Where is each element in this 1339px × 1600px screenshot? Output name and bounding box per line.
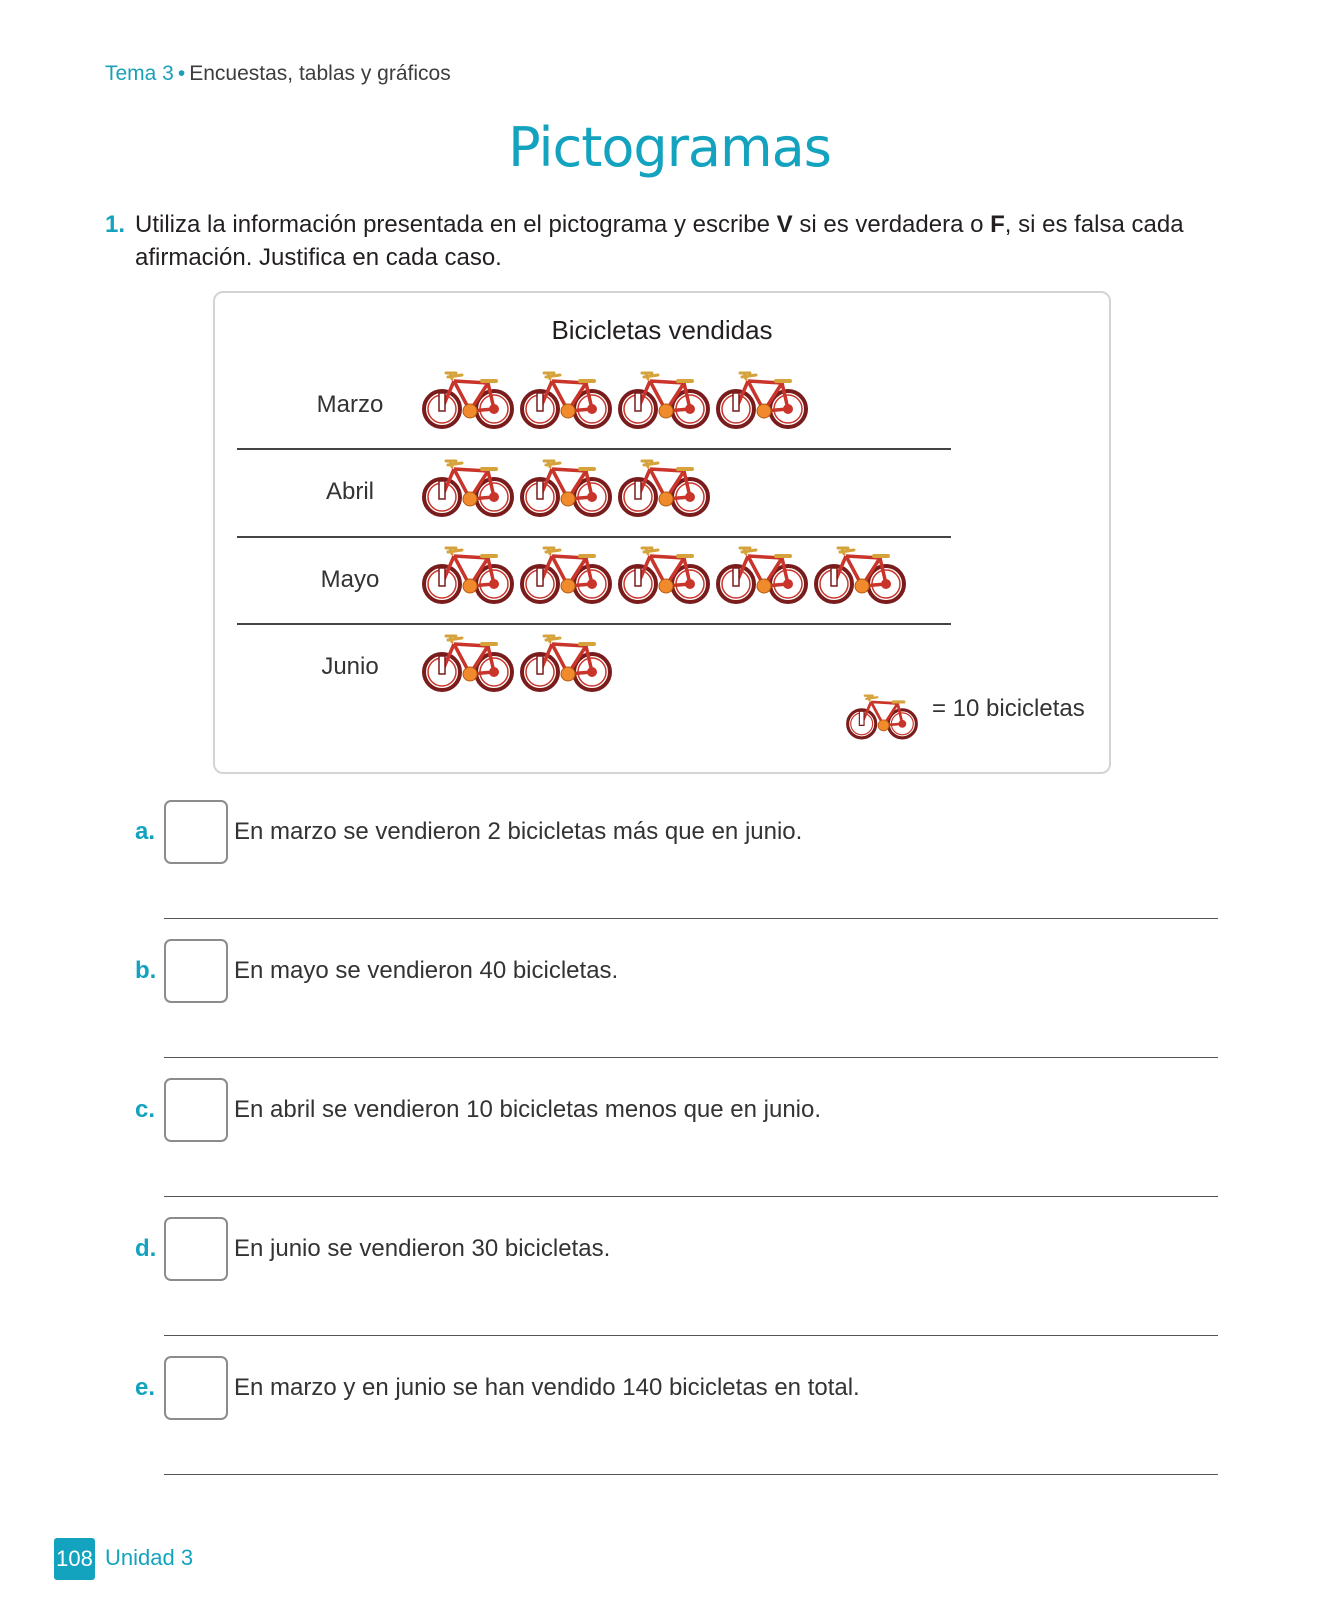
- question-letter-b: b.: [135, 957, 157, 984]
- row-divider: [237, 448, 951, 450]
- category-label-junio: Junio: [321, 653, 379, 680]
- legend-text: = 10 bicicletas: [932, 695, 1085, 722]
- section-label: Encuestas, tablas y gráficos: [189, 62, 451, 85]
- justify-line-a[interactable]: [164, 918, 1218, 919]
- question-text-e: En marzo y en junio se han vendido 140 bicicletas en total.: [234, 1374, 860, 1401]
- page-title: Pictogramas: [508, 116, 831, 179]
- question-text-d: En junio se vendieron 30 bicicletas.: [234, 1235, 611, 1262]
- bicycle-icon-marzo-3: [618, 367, 710, 431]
- bicycle-icon-junio-1: [422, 630, 514, 694]
- header-breadcrumb: [105, 62, 451, 86]
- row-divider: [237, 623, 951, 625]
- bicycle-icon-marzo-1: [422, 367, 514, 431]
- instruction: [105, 208, 1225, 274]
- breadcrumb-separator: •: [177, 62, 186, 85]
- bicycle-icon-mayo-3: [618, 542, 710, 606]
- question-letter-c: c.: [135, 1096, 156, 1123]
- question-letter-a: a.: [135, 818, 156, 845]
- true-letter: V: [776, 211, 793, 238]
- instruction-number: 1.: [105, 211, 126, 238]
- instruction-text: [135, 208, 1225, 274]
- bicycle-icon-abril-3: [618, 455, 710, 519]
- bicycle-icon-marzo-2: [520, 367, 612, 431]
- row-divider: [237, 536, 951, 538]
- question-text-c: En abril se vendieron 10 bicicletas menos que en junio.: [234, 1096, 822, 1123]
- question-letter-e: e.: [135, 1374, 156, 1401]
- bicycle-icon-abril-2: [520, 455, 612, 519]
- legend-bicycle-icon: [846, 691, 918, 741]
- question-text-a: En marzo se vendieron 2 bicicletas más que en junio.: [234, 818, 803, 845]
- false-letter: F: [990, 211, 1005, 238]
- category-label-mayo: Mayo: [320, 566, 380, 593]
- bicycle-icon-marzo-4: [716, 367, 808, 431]
- answer-box-e[interactable]: [164, 1356, 228, 1420]
- instruction-text-part2: si es verdadera o: [792, 211, 991, 238]
- category-label-abril: Abril: [325, 478, 374, 505]
- instruction-text-part3: , si es falsa cada afirmación. Justifica en cada caso.: [135, 211, 1184, 271]
- bicycle-icon-mayo-1: [422, 542, 514, 606]
- answer-box-b[interactable]: [164, 939, 228, 1003]
- chart-title: Bicicletas vendidas: [551, 315, 773, 345]
- unit-label: Unidad 3: [105, 1545, 194, 1570]
- bicycle-icon-mayo-5: [814, 542, 906, 606]
- page-number: 108: [54, 1538, 95, 1580]
- pictogram-chart: [213, 291, 1111, 774]
- question-text-b: En mayo se vendieron 40 bicicletas.: [234, 957, 619, 984]
- bicycle-icon-junio-2: [520, 630, 612, 694]
- category-label-marzo: Marzo: [316, 391, 384, 418]
- bicycle-icon-mayo-4: [716, 542, 808, 606]
- instruction-text-part1: Utiliza la información presentada en el pictograma y escribe: [135, 211, 777, 238]
- justify-line-c[interactable]: [164, 1196, 1218, 1197]
- answer-box-a[interactable]: [164, 800, 228, 864]
- topic-label: Tema 3: [105, 62, 174, 85]
- justify-line-e[interactable]: [164, 1474, 1218, 1475]
- bicycle-icon-abril-1: [422, 455, 514, 519]
- question-letter-d: d.: [135, 1235, 157, 1262]
- justify-line-b[interactable]: [164, 1057, 1218, 1058]
- answer-box-d[interactable]: [164, 1217, 228, 1281]
- justify-line-d[interactable]: [164, 1335, 1218, 1336]
- bicycle-icon-mayo-2: [520, 542, 612, 606]
- answer-box-c[interactable]: [164, 1078, 228, 1142]
